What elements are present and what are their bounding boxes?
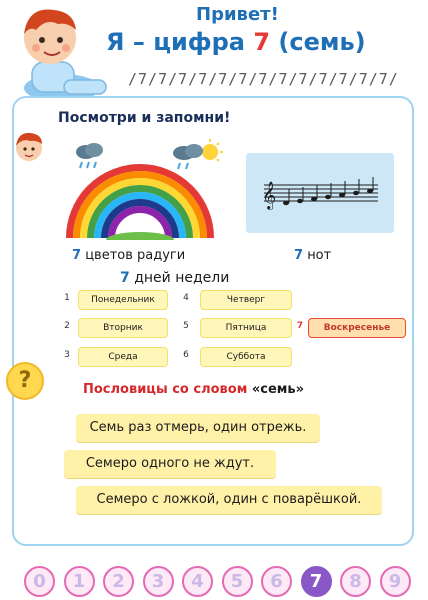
rainbow-caption (72, 248, 185, 263)
digit-9: 9 (380, 566, 411, 597)
day-index-3: 3 (64, 350, 70, 360)
boy-face-icon (12, 128, 46, 164)
help-question-icon: ? (6, 362, 44, 400)
tracing-line: /7/7/7/7/7/7/7/7/7/7/7/7/7/ (128, 70, 399, 88)
rainbow-caption-text: цветов радуги (85, 248, 186, 263)
svg-text:𝄞: 𝄞 (262, 181, 277, 209)
week-number: 7 (120, 270, 130, 286)
day-index-6: 6 (183, 350, 189, 360)
day-card-tuesday: Вторник (78, 318, 168, 338)
proverbs-title-prefix: Пословицы со словом (83, 382, 248, 397)
week-title-text: дней недели (134, 270, 230, 286)
day-card-thursday: Четверг (200, 290, 292, 310)
digit-3: 3 (143, 566, 174, 597)
page-title (106, 28, 426, 56)
title-digit: 7 (253, 28, 271, 56)
grass-mound (106, 232, 174, 240)
day-card-friday: Пятница (200, 318, 292, 338)
day-index-4: 4 (183, 293, 189, 303)
section-title: Посмотри и запомни! (58, 110, 231, 126)
digit-1: 1 (64, 566, 95, 597)
title-prefix: Я – цифра (106, 28, 245, 56)
proverb-3: Семеро с ложкой, один с поварёшкой. (76, 486, 382, 514)
digit-8: 8 (340, 566, 371, 597)
day-card-sunday: Воскресенье (308, 318, 406, 338)
proverb-1: Семь раз отмерь, один отрежь. (76, 414, 320, 442)
greeting: Привет! (196, 4, 279, 25)
rainbow-number: 7 (72, 248, 82, 263)
digit-4: 4 (182, 566, 213, 597)
week-title (120, 270, 229, 286)
proverbs-title (83, 382, 304, 397)
title-suffix: (семь) (278, 28, 366, 56)
music-notes-illustration (246, 153, 394, 233)
day-index-1: 1 (64, 293, 70, 303)
notes-caption (294, 248, 331, 263)
day-card-saturday: Суббота (200, 347, 292, 367)
proverb-2: Семеро одного не ждут. (64, 450, 276, 478)
day-index-7: 7 (296, 321, 304, 331)
notes-number: 7 (294, 248, 304, 263)
digit-5: 5 (222, 566, 253, 597)
notes-caption-text: нот (307, 248, 332, 263)
day-index-5: 5 (183, 321, 189, 331)
digit-0: 0 (24, 566, 55, 597)
digit-6: 6 (261, 566, 292, 597)
day-card-wednesday: Среда (78, 347, 168, 367)
digit-2: 2 (103, 566, 134, 597)
rainbow-illustration (60, 160, 220, 240)
digit-7: 7 (301, 566, 332, 597)
boy-illustration (2, 0, 112, 104)
day-card-monday: Понедельник (78, 290, 168, 310)
day-index-2: 2 (64, 321, 70, 331)
proverbs-title-word: «семь» (251, 382, 305, 397)
music-staff (246, 153, 394, 233)
